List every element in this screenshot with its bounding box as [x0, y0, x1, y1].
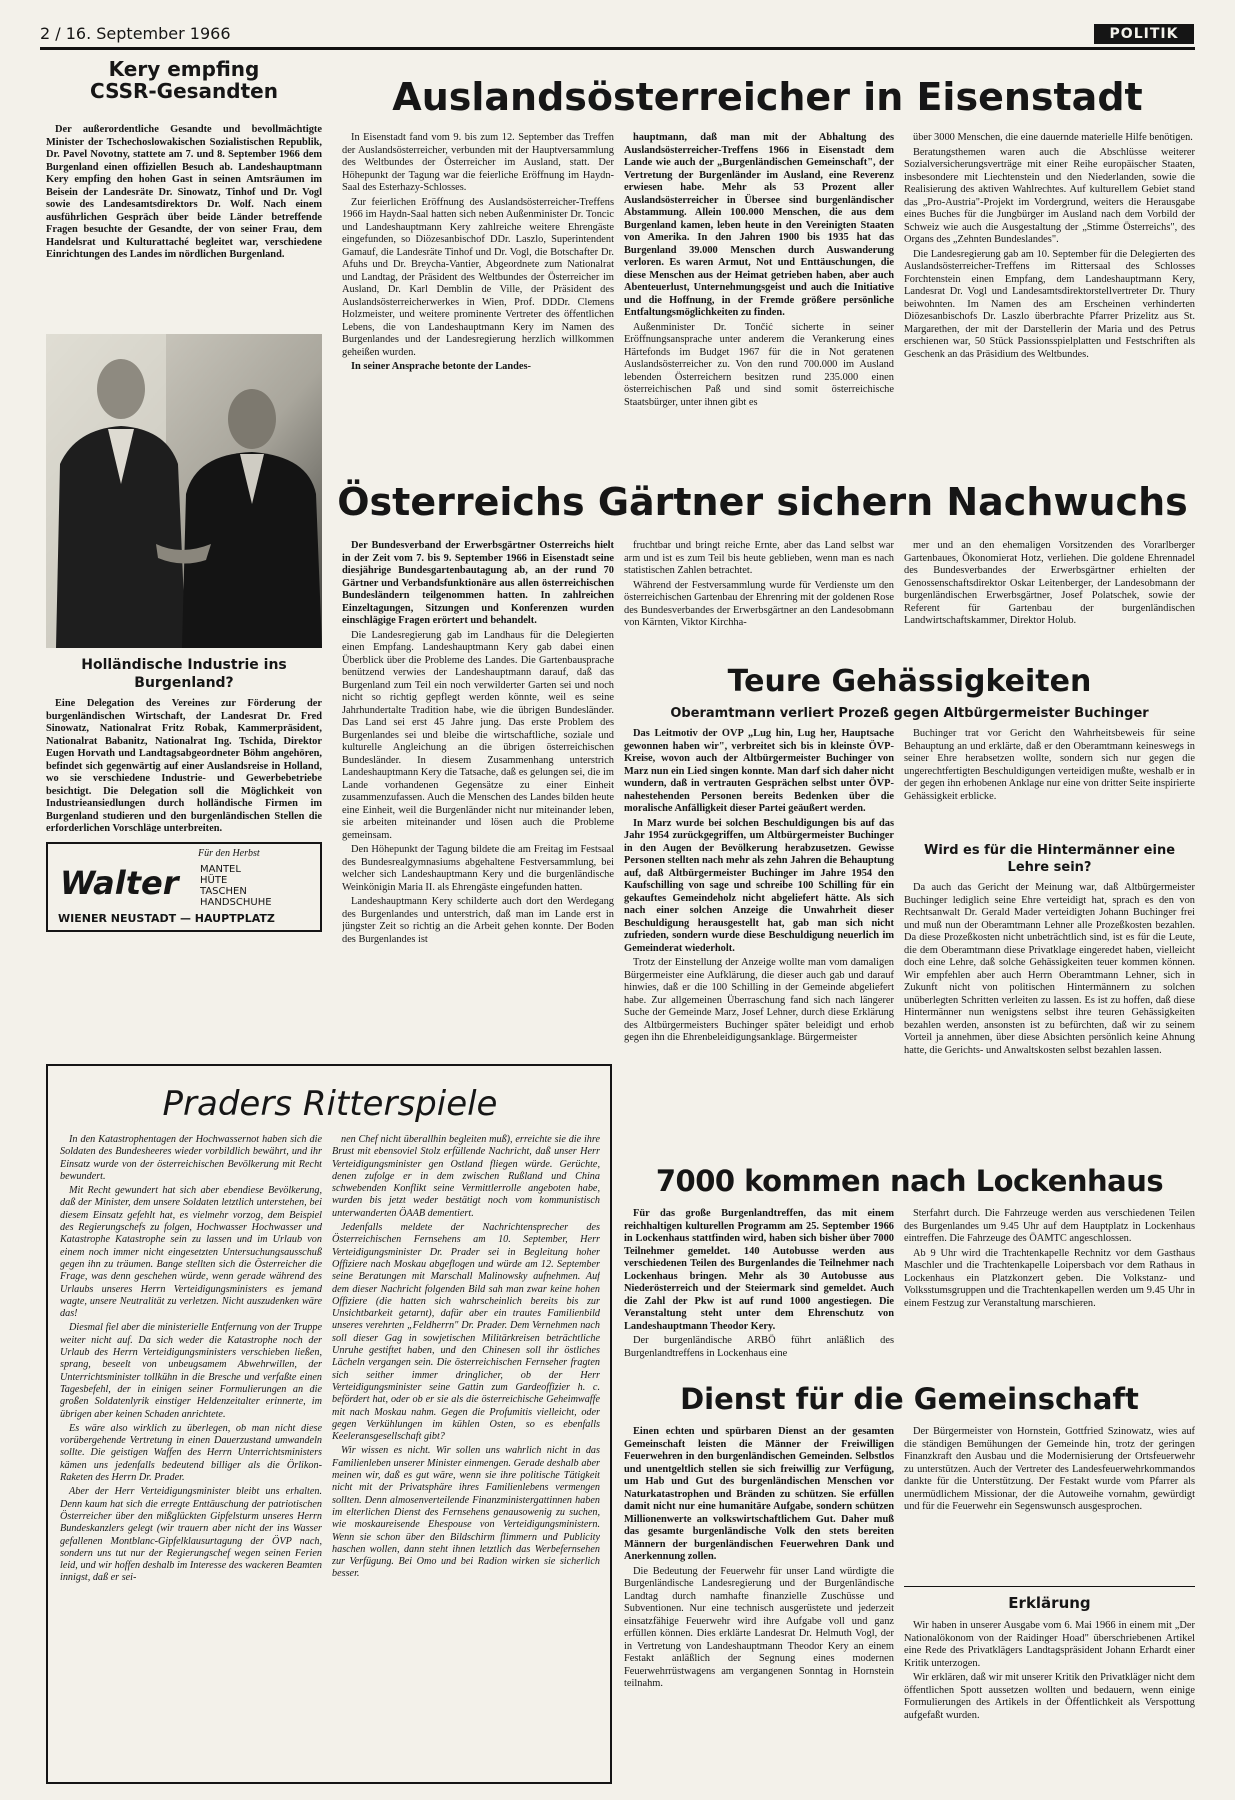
- gehaessig-para: Buchinger trat vor Gericht den Wahrheitsbeweis für seine Behauptung an und erklärte, daß er den Oberamtmann keineswegs in seiner Ehre herabsetzen wollte, sondern sich nur gegen die ungerechtfertigten Beschuldigungen verteidigen mußte, weshalb er in der gegen ihn erhobenen Anklage nur eine von dritter Seite inspirierte Gehässigkeit erblicke.: [904, 728, 1195, 802]
- erklaerung-article: [904, 1620, 1195, 1784]
- ausland-para: Außenminister Dr. Tončić sicherte in seiner Eröffnungsansprache unter anderem die Verankerung eines Härtefonds im Budget 1967 für die in Not geratenen Auslandsösterreicher zu. Von den rund 700.000 im Ausland lebenden Österreichern besitzen rund 235.000 einen österreichischen Paß und sind somit österreichische Staatsbürger, unter ihnen gibt es: [624, 321, 894, 408]
- ausland-para: hauptmann, daß man mit der Abhaltung des Auslandsösterreicher-Treffens 1966 in Eisenstadt dem Lande wie auch der „Burgenländischen Gemeinschaft", der Vertretung der Burgenländer im Ausland, eine Reverenz erwiesen habe. Mehr als 53 Prozent aller Auslandsösterreicher in Übersee sind burgenländischer Abstammung. Allein 100.000 Menschen, die aus dem Burgenland kamen, leben heute in den Vereinigten Staaten von Amerika. In den Jahren 1900 bis 1935 hat das Burgenland 39.000 Menschen durch Auswanderung verloren. Es waren Armut, Not und Enttäuschungen, die diese Menschen aus der Heimat getrieben haben, aber auch Abenteuerlust, Unternehmungsgeist und auch die Initiative und die Hoffnung, in der Fremde größere persönliche Entfaltungsmöglichkeiten zu finden.: [624, 132, 894, 318]
- industrie-article: [46, 698, 322, 832]
- header-rule: [40, 47, 1195, 50]
- praders-para: Diesmal fiel aber die ministerielle Entfernung von der Truppe weiter nicht auf. Da sich weder die Katastrophe noch der Urlaub des Herrn Verteidigungsministers verschieben ließen, sprang, beseelt von unbeugsamem Abwehrwillen, der Unterrichtsminister tollkühn in die Bresche und verfaßte einen Tagesbefehl, der in einigen seiner Formulierungen an die großen Soldatenlyrik einstiger Heldenzeitalter erinnerte, im übrigen aber keinen Schaden anrichtete.: [60, 1322, 322, 1420]
- praders-col1: [60, 1134, 322, 1774]
- gehaessig-col2a: [904, 728, 1195, 828]
- kery-headline-line2: CSSR-Gesandten: [90, 79, 278, 103]
- ad-item: MÄNTEL: [200, 864, 241, 875]
- gaertner-lead: Der Bundesverband der Erwerbsgärtner Österreichs hielt in der Zeit vom 7. bis 9. September 1966 in Eisenstadt seine diesjährige Bundesgartenbautagung ab, an der rund 70 Gärtner und Verbandsfunktionäre aus allen österreichischen Bundesländern teilgenommen hatten. In zahlreichen Einzeltagungen, Sitzungen und Konferenzen wurden einschlägige Fragen erörtert und behandelt.: [342, 540, 614, 626]
- ad-item: HANDSCHUHE: [200, 897, 272, 908]
- gemeinschaft-lead: Einen echten und spürbaren Dienst an der gesamten Gemeinschaft leisten die Männer der Freiwilligen Feuerwehren in den burgenländischen Gemeinden. Selbstlos und unentgeltlich stellen sie sich freiwillig zur Verfügung, um Hab und Gut des burgenländischen Menschen vor Naturkatastrophen und Bränden zu schützen. Sie erfüllen damit nicht nur eine humanitäre Aufgabe, sondern schützen Millionenwerte an volkswirtschaftlichem Gut. Daher muß das gesamte burgenländische Volk den stets bereiten Männern der burgenländischen Feuerwehren Dank und Anerkennung zollen.: [624, 1426, 894, 1562]
- kery-text: Der außerordentliche Gesandte und bevollmächtigte Minister der Tschechoslowakischen Sozialistischen Republik, Dr. Pavel Novotny, stattete am 7. und 8. September 1966 dem Burgenland einen offiziellen Besuch ab. Landeshauptmann Kery empfing den hohen Gast in seinen Amtsräumen im Beisein der Landesräte Dr. Sinowatz, Tinhof und Dr. Vogl sowie des Landesamtsdirektors Dr. Wolf. Nach einem ausführlichen Gespräch über beide Länder betreffende Fragen besuchte der Gesandte, der von seiner Frau, dem Handelsrat und Kulturattaché begleitet war, verschiedene Einrichtungen des Landes im nördlichen Burgenland.: [46, 124, 322, 260]
- ausland-para: Zur feierlichen Eröffnung des Auslandsösterreicher-Treffens 1966 im Haydn-Saal hatten sich neben Außenminister Dr. Toncic und Landeshauptmann Kery zahlreiche weitere Ehrengäste eingefunden, so Diözesanbischof DDr. Laszlo, Superintendent Gamauf, die Landesräte Tinhof und Dr. Vogl, die Botschafter Dr. Afuhs und Dr. Breycha-Vantier, Abgeordnete zum Nationalrat und Landtag, der Präsident des Weltbundes der Österreicher im Ausland, Dr. Karl Demblin de Ville, der Präsident des Auslandsösterreicherwerkes in Wien, Prof. DDDr. Clemens Holzmeister, und weitere prominente Vertreter des öffentlichen Lebens, die von Landeshauptmann Kery im Namen des Burgenlandes und der Landesregierung herzlich willkommen geheißen wurden.: [342, 196, 614, 358]
- erklaerung-para: Wir erklären, daß wir mit unserer Kritik den Privatkläger nicht dem öffentlichen Spott aussetzen wollten und bedauern, wenn einige Formulierungen des Artikels in der Öffentlichkeit als Verspottung aufgefaßt wurden.: [904, 1672, 1195, 1721]
- ausland-para: über 3000 Menschen, die eine dauernde materielle Hilfe benötigen.: [913, 132, 1193, 143]
- praders-para: Aber der Herr Verteidigungsminister bleibt uns erhalten. Denn kaum hat sich die erregte Enttäuschung der patriotischen Österreicher über den mißglückten Gipfelsturm unseres Herrn Bundeskanzlers gelegt (wir trauern aber nicht der ins Wasser gefallenen Montblanc-Gipfelklausurtagung der ÖVP nach, sondern uns tut nur der Regierungschef wegen seinen Ferien leid, und wir hoffen deshalb im Interesse des wackeren Beamten innigst, daß er sei-: [60, 1486, 322, 1584]
- ausland-para: In seiner Ansprache betonte der Landes-: [351, 361, 532, 372]
- lockenhaus-para: Der burgenländische ARBÖ führt anläßlich des Burgenlandtreffens in Lockenhaus eine: [624, 1335, 894, 1359]
- gehaessig-col1: [624, 728, 894, 1150]
- ausland-headline: Auslandsösterreicher in Eisenstadt: [392, 75, 1143, 119]
- gaertner-para: Während der Festversammlung wurde für Verdienste um den österreichischen Gartenbau der Ehrenring mit der goldenen Rose des Bundesverbandes der Erwerbsgärtner an den Landesobmann von Kärnten, Viktor Kirchha-: [624, 579, 894, 628]
- gehaessig-headline: Teure Gehässigkeiten: [727, 664, 1092, 699]
- praders-para: Jedenfalls meldete der Nachrichtensprecher des Österreichischen Fernsehens am 10. September, Herr Verteidigungsminister Dr. Prader sei in Begleitung hoher Offiziere nach Moskau abgeflogen und würde am 12. September seine Beratungen mit Marschall Malinowsky aufnehmen. Auf dem dieser Nachricht folgenden Bild sah man zwar keine hohen Offiziere (die hatten sich wahrscheinlich bereits bis zur Unsichtbarkeit getarnt), dafür aber ein trautes Familienbild unseres verehrten „Feldherrn" Dr. Prader. Dem Vernehmen nach soll dieser Gag in sowjetischen Militärkreisen beträchtliche Unruhe gestiftet haben, und den Chinesen soll ihr östliches Lächeln vergangen sein. Die österreichischen Fernseher fragten sich seither immer dringlicher, ob der Herr Verteidigungsminister seine Gattin zum Gardeoffizier h. c. befördert hat, oder ob er sie als die österreichische Geheimwaffe mit nach Moskau nahm. Gegen die Profumitis vielleicht, oder gegen Verkühlungen im kühlen Osten, so es ebenfalls Keeleransgesellschaft gibt?: [332, 1222, 600, 1443]
- ausland-para: In Eisenstadt fand vom 9. bis zum 12. September das Treffen der Auslandsösterreicher, verbunden mit der Hauptversammlung des Weltbundes der Österreicher im Ausland, statt. Der Höhepunkt der Tagung war die feierliche Eröffnung im Haydn-Saal des Esterhazy-Schlosses.: [342, 132, 614, 193]
- gaertner-col2: [624, 540, 894, 650]
- gemeinschaft-col2: [904, 1426, 1195, 1576]
- page-date: 2 / 16. September 1966: [40, 24, 231, 43]
- gaertner-col1: [342, 540, 614, 1052]
- gehaessig-subhead2: Wird es für die Hintermänner eine Lehre sein?: [923, 843, 1176, 875]
- lockenhaus-para: Ab 9 Uhr wird die Trachtenkapelle Rechnitz vor dem Gasthaus Maschler und die Trachtenkapelle Loipersbach vor dem Rathaus in Lockenhaus ein Platzkonzert geben. Die Volkstanz- und Volksstumsgruppen und die Trachtenkapellen werden um 9.45 Uhr in einem Festzug zur Veranstaltung marschieren.: [904, 1247, 1195, 1309]
- section-label: POLITIK: [1094, 24, 1194, 44]
- ausland-para: Beratungsthemen waren auch die Abschlüsse weiterer Sozialversicherungsverträge mit einer Reihe europäischer Staaten, insbesondere mit Liechtenstein und den Niederlanden, sowie die Realisierung des aktiven Wahlrechtes. Auf kulturellem Gebiet stand das „Pro-Austria"-Projekt im Vordergrund, weiters die Herausgabe eines Buches für die Jungbürger im Ausland nach dem Vorbild der Schweiz wie auch die Ausgestaltung der „Stimme Österreichs", des Organs des „Zehnten Bundeslandes".: [904, 146, 1195, 245]
- gemeinschaft-col1: [624, 1426, 894, 1782]
- ad-tagline: Für den Herbst: [198, 848, 260, 859]
- gaertner-para: mer und an den ehemaligen Vorsitzenden des Vorarlberger Gartenbaues, Ökonomierat Hotz, verliehen. Die goldene Ehrennadel des Bundesverbandes der Erwerbsgärtner erhielten der Genossenschaftsdirektor Oskar Leitenberger, der Landesobmann der burgenländischen Erwerbsgärtner, Josef Polatschek, sowie der Referent für Gartenbau der burgenländischen Landwirtschaftskammer, Direktor Holub.: [904, 540, 1195, 626]
- kery-headline: [44, 58, 324, 120]
- handshake-photo-illustration: [46, 334, 322, 648]
- erklaerung-rule: [904, 1586, 1195, 1587]
- lockenhaus-para: Sterfahrt durch. Die Fahrzeuge werden aus verschiedenen Teilen des Burgenlandes um 9.45 Uhr auf dem Hauptplatz in Lockenhaus eintreffen. Die Fahrzeuge des ÖAMTC angeschlossen.: [904, 1208, 1195, 1244]
- kery-article: [46, 124, 322, 317]
- gemeinschaft-headline: Dienst für die Gemeinschaft: [680, 1382, 1139, 1416]
- gaertner-para: Die Landesregierung gab im Landhaus für die Delegierten einen Empfang. Landeshauptmann Kery gab dabei einen Überblick über die Probleme des Landes. Die Gartenbausprache benützend verwies der Landeshauptmann darauf, daß das Burgenland zum Teil ein noch verwilderter Garten sei und noch nicht so richtig gepflegt werden könnte, weil es seine Jahrhundertalte Tradition habe, wie die übrigen Bundesländer. Das Land sei erst 45 Jahre jung. Das erste Problem des Burgenlandes sei und bleibe die wirtschaftliche, soziale und kulturelle Angleichung an die übrigen österreichischen Bundesländer. In diesem Zusammenhang unterstrich Landeshauptmann Kery die Tatsache, daß es gelungen sei, die im Lande vorhandenen Gegensätze zu einer Einheit zusammenzufassen. Auch die Menschen des Landes bilden heute eine Einheit, weil die Burgenländer nicht nur miteinander leben, sie arbeiten miteinander und lösen auch die Probleme gemeinsam.: [342, 629, 614, 841]
- gemeinschaft-para: Der Bürgermeister von Hornstein, Gottfried Szinowatz, wies auf die ständigen Bemühungen der Gemeinde hin, trotz der geringen Finanzkraft den Ausbau und die Modernisierung der Ortsfeuerwehr zu unterstützen. Auch der Vertreter des Landesfeuerwehrkommandos dankte für die Unterstützung. Der Festakt wurde vom Pfarrer als unermüdlichem Missionar, der die Autoweihe vornahm, gewürdigt und für die Feuerwehr ein Segenswunsch ausgesprochen.: [904, 1426, 1195, 1512]
- ad-address: WIENER NEUSTADT — HAUPTPLATZ: [58, 912, 275, 925]
- erklaerung-headline: Erklärung: [1008, 1594, 1091, 1612]
- gaertner-para: Den Höhepunkt der Tagung bildete die am Freitag im Festsaal des Bundesrealgymnasiums abgehaltene Festversammlung, bei welcher sich Landeshauptmann Kery und die burgenländische Weinkönigin Maria II. als Ehrengäste eingefunden hatten.: [342, 844, 614, 893]
- industrie-headline: Holländische Industrie ins Burgenland?: [81, 657, 287, 691]
- lockenhaus-lead: Für das große Burgenlandtreffen, das mit einem reichhaltigen kulturellen Programm am 25. September 1966 in Lockenhaus stattfinden wird, haben sich bisher über 7000 Teilnehmer gemeldet. 140 Autobusse werden aus verschiedenen Teilen des Burgenlandes die Teilnehmer nach Lockenhaus bringen. Mehr als 30 Autobusse aus Niederösterreich und der Steiermark sind gemeldet. Auch die Zahl der Pkw ist auf rund 1000 angestiegen. Die Veranstaltung steht unter dem Ehrenschutz von Landeshauptmann Theodor Kery.: [624, 1208, 894, 1332]
- gaertner-para: fruchtbar und bringt reiche Ernte, aber das Land selbst war arm und ist es zum Teil bis heute geblieben, wenn man es nach statistischen Zahlen betrachtet.: [624, 540, 894, 576]
- praders-para: In den Katastrophentagen der Hochwassernot haben sich die Soldaten des Bundesheeres wieder vorbildlich bewährt, und ihr Einsatz wurde von der österreichischen Bevölkerung mit Recht bewundert.: [60, 1134, 322, 1182]
- ad-item: TASCHEN: [200, 886, 247, 897]
- erklaerung-para: Wir haben in unserer Ausgabe vom 6. Mai 1966 in einem mit „Der Nationalökonom von der Raidinger Hoad" überschriebenen Artikel eine Rede des Privatklägers Landtagspräsident Johann Erhardt einer Kritik unterzogen.: [904, 1620, 1195, 1669]
- ausland-para: Die Landesregierung gab am 10. September für die Delegierten des Auslandsösterreicher-Treffens im Rittersaal des Schlosses Forchtenstein einen Empfang, dem Landeshauptmann Kery, Landesrat Dr. Vogl und Landesamtsdirektorstellvertreter Dr. Thury beiwohnten. Im Namen des am Erscheinen verhinderten Diözesanbischofs Dr. Laszlo überbrachte Pfarrer Prizelitz aus St. Margarethen, der mit der Darstellerin der Maria und des Petrus erschienen war, 50 Stück Passionsspielplatten und Festschriften als Geschenk an das Präsidium des Weltbundes.: [904, 248, 1195, 360]
- gehaessig-para: Trotz der Einstellung der Anzeige wollte man vom damaligen Bürgermeister eine Aufklärung, die dieser auch gab und darauf hinwies, daß er die 100 Schilling in der Gemeinde abgeliefert habe. Zur allgemeinen Überraschung fand sich nach längerer Suche der Gemeinde Marz, Josef Lehner, durch diese Erklärung des Altbürgermeisters Buchinger später beleidigt und erhob gegen ihn die Ehrenbeleidigungsanklage. Bürgermeister: [624, 957, 894, 1043]
- gaertner-headline: Österreichs Gärtner sichern Nachwuchs: [337, 480, 1188, 524]
- gemeinschaft-para: Die Bedeutung der Feuerwehr für unser Land würdigte die Burgenländische Landesregierung und der Burgenländische Landtag durch namhafte finanzielle Zuschüsse und Subventionen. Nur eine technisch ausgerüstete und jederzeit einsatzfähige Feuerwehr wird ihre Aufgabe voll und ganz erfüllen können. Dies erklärte Landesrat Dr. Helmuth Vogl, der in Vertretung von Landeshauptmann Theodor Kery an einem Festakt anläßlich der Segnung eines modernen Feuerwehrrüstwagens am vergangenen Sonntag in Hornstein teilnahm.: [624, 1565, 894, 1689]
- praders-headline: Praders Ritterspiele: [162, 1084, 498, 1124]
- lockenhaus-headline: 7000 kommen nach Lockenhaus: [655, 1164, 1164, 1198]
- gehaessig-lead: Das Leitmotiv der ÖVP „Lug hin, Lug her, Hauptsache gewonnen haben wir", verbreitet sich bis in kleinste ÖVP-Kreise, wovon auch der Altbürgermeister Buchinger von Marz nun ein Lied singen konnte. Man darf sich daher nicht wundern, daß in vertrauten Gesprächen selbst unter ÖVP-nahestehenden Personen bereits Bedenken über die moralische Anfälligkeit dieser Partei geäußert werden.: [624, 728, 894, 814]
- gehaessig-subhead: Oberamtmann verliert Prozeß gegen Altbürgermeister Buchinger: [670, 706, 1149, 721]
- ad-brand: Walter: [60, 864, 179, 902]
- praders-para: nen Chef nicht überallhin begleiten muß), erreichte sie die ihre Brust mit ebensoviel Stolz erfüllende Nachricht, daß unser Herr Verteidigungsminister gen Ostland fliegen würde. Gerüchte, denen zufolge er in dem zwischen Rußland und China schwebenden Konflikt seine Vermittlerrolle angeboten habe, wurden bis jetzt weder bestätigt noch vom kommunistisch unterwanderten ÖAAB dementiert.: [332, 1134, 600, 1219]
- ad-item: HÜTE: [200, 875, 228, 886]
- walter-ad: [46, 842, 322, 932]
- praders-para: Mit Recht gewundert hat sich aber ebendiese Bevölkerung, daß der Minister, dem unsere Soldaten letztlich unterstehen, bei diesem Einsatz gefehlt hat, es vielmehr vorzog, dem Beispiel des Regierungschefs zu folgen, Hochwasser Hochwasser und Katastrophe Katastrophe sein zu lassen und im Urlaub von einem noch immer nicht eingesetzten Untersuchungsausschuß gegen ihn zu träumen. Bange stellten sich die Österreicher die Frage, was denn geschehen würde, wenn gerade während des Urlaubs unseres Herrn Verteidigungsministers es jemand wagte, unsere Neutralität zu verletzen. Nicht auszudenken wäre das!: [60, 1185, 322, 1320]
- lockenhaus-col2: [904, 1208, 1195, 1368]
- kery-headline-line1: Kery empfing: [108, 58, 260, 81]
- praders-para: Es wäre also wirklich zu überlegen, ob man nicht diese vorübergehende Vertretung in einen Dauerzustand umwandeln sollte. Die geistigen Waffen des Herrn Unterrichtsministers kämen uns jedenfalls bedeutend billiger als die Örlikon-Raketen des Herrn Dr. Prader.: [60, 1422, 322, 1484]
- praders-para: Wir wissen es nicht. Wir sollen uns wahrlich nicht in das Familienleben unserer Minister einmengen. Gerade deshalb aber meinen wir, daß es gut wäre, wenn sie ihre politische Tätigkeit nicht mit der Privatsphäre ihres Familienlebens vermengen sollten. Denn almosenverteilende Finanzministergattinnen haben im elterlichen Dienst des Fernsehens genausowenig zu suchen, wie moskaureisende Ehespouse von Verteidigungsministern. Wenn sie schon über den Bildschirm flimmern und Publicity haschen wollen, dann steht ihnen letztlich das Werbefernsehen zur Verfügung. Bei Omo und bei Radion wirken sie sicherlich besser.: [332, 1445, 600, 1580]
- kery-photo: [46, 334, 322, 648]
- gaertner-para: Landeshauptmann Kery schilderte auch dort den Werdegang des Burgenlandes und unterstrich, daß man im Lande erst in jüngster Zeit so richtig an die Arbeit gehen konnte. Der Boden des Burgenlandes ist: [342, 896, 614, 945]
- industrie-text: Eine Delegation des Vereines zur Förderung der burgenländischen Wirtschaft, der Landesrat Dr. Fred Sinowatz, Nationalrat Fritz Robak, Kammerpräsident, Nationalrat Babanitz, Nationalrat Ing. Tschida, Direktor Eugen Horvath und Landtagsabgeordneter Böhm angehören, befindet sich gegenwärtig auf einer Auslandsreise in Holland, wo sie verschiedene Industrie- und Gewerbebetriebe besichtigt. Die Delegation soll die Möglichkeit von Industrieansiedlungen durch holländische Firmen im Burgenland studieren und den burgenländischen Stellen die erforderlichen Vorschläge unterbreiten.: [46, 698, 322, 832]
- gehaessig-col2b: [904, 882, 1195, 1150]
- gehaessig-para: Da auch das Gericht der Meinung war, daß Altbürgermeister Buchinger lediglich seine Ehre verteidigt hat, sprach es den von Rechtsanwalt Dr. Gerald Mader verteidigten Johann Buchinger frei und muß nun der Oberamtmann Lehner alle Prozeßkosten bezahlen. Da diese Prozeßkosten nicht unbeträchtlich sind, ist es für die Leute, die dem Oberamtmann diese Privatklage eingeredet haben, vielleicht doch eine Lehre, daß solche Gehässigkeiten teuer kommen können. Wir empfehlen aber auch Herrn Oberamtmann Lehner, sich in Zukunft nicht von politischen Hintermännern zu solchen unüberlegten Schritten verleiten zu lassen. Es ist zu hoffen, daß diese Hintermänner nun wenigstens selbst ihre teuren Gehässigkeiten bezahlen werden, ansonsten ist zu befürchten, daß wir zu seinem Vorteil ja annehmen, über diese Absichten persönlich keine Ahnung hatte, die Gerichts- und Anwaltskosten selbst bezahlen lassen.: [904, 882, 1195, 1056]
- lockenhaus-col1: [624, 1208, 894, 1368]
- ad-items: [200, 864, 310, 912]
- ausland-col2: [624, 132, 894, 468]
- gaertner-col3: [904, 540, 1195, 650]
- ausland-col1: [342, 132, 614, 468]
- praders-col2: [332, 1134, 600, 1774]
- gehaessig-para: In Marz wurde bei solchen Beschuldigungen bis auf das Jahr 1954 zurückgegriffen, um Altbürgermeister Buchinger in den Augen der Bevölkerung herabzusetzen. Gewisse Personen stellten nach mehr als zehn Jahren die Behauptung auf, daß Altbürgermeister Buchinger im Jahre 1954 den Kaufschilling von sage und schreibe 100 Schilling für ein gekauftes Gemeindeholz nicht abgeliefert hätte. Als sich nach einer solchen Anzeige die Unwahrheit dieser Beschuldigung herausgestellt hat, gab man sich nicht zufrieden, sondern wurde diese Beschuldigung neuerlich im Gemeinderat wiederholt.: [624, 817, 894, 954]
- ausland-col3: [904, 132, 1195, 468]
